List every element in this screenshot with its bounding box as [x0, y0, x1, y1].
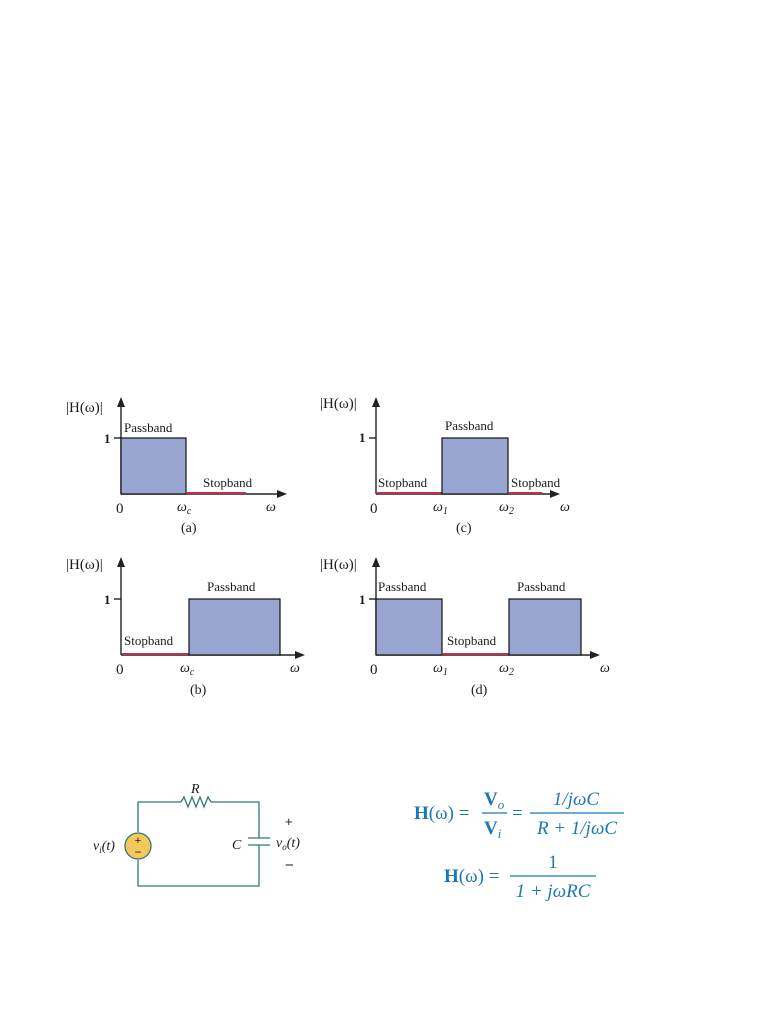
unity-label: 1 [359, 592, 366, 607]
source-voltage-label: $v_i(t)$ [93, 839, 115, 855]
eq1-denominator2: R + 1/jωC [536, 818, 618, 839]
eq1-equals: = [512, 803, 523, 824]
unity-label: 1 [359, 430, 366, 445]
panel-caption: (b) [190, 683, 207, 698]
capacitor-label: C [232, 838, 242, 853]
eq1-numerator: $V_o$ [484, 789, 505, 812]
band-label: Stopband [203, 475, 253, 490]
wire-top-right [211, 802, 259, 838]
y-axis-label: |H(ω)| [320, 396, 357, 412]
eq1-lhs: H(ω) = [414, 803, 470, 824]
band-label: Stopband [511, 475, 561, 490]
x-axis-arrow [550, 490, 560, 498]
transfer-function-eq2 [444, 852, 596, 902]
output-minus: − [285, 857, 294, 874]
origin-label: 0 [116, 662, 124, 678]
x-axis-label: ω [290, 661, 300, 676]
passband-region [121, 438, 186, 494]
band-label: Stopband [447, 633, 497, 648]
y-axis-label: |H(ω)| [66, 557, 103, 573]
unity-label: 1 [104, 431, 111, 446]
tick-label-wc: $\omega_c$ [180, 661, 195, 678]
filter-panel-c [320, 396, 570, 536]
passband-region [376, 599, 442, 655]
eq1-numerator2: 1/jωC [552, 789, 600, 810]
passband-region [189, 599, 280, 655]
panel-caption: (a) [181, 521, 197, 536]
y-axis-arrow [372, 557, 380, 567]
y-axis-label: |H(ω)| [320, 557, 357, 573]
eq1-denominator: $V_i$ [484, 818, 502, 841]
band-label: Stopband [124, 633, 174, 648]
filter-panel-d [320, 557, 610, 698]
x-axis-label: ω [560, 500, 570, 515]
filter-panel-b [66, 557, 305, 698]
y-axis-arrow [117, 557, 125, 567]
band-label: Stopband [378, 475, 428, 490]
x-axis-arrow [277, 490, 287, 498]
resistor [181, 797, 211, 807]
output-plus: + [285, 814, 293, 829]
tick-label-w2: $\omega_2$ [499, 500, 514, 517]
eq2-numerator: 1 [548, 852, 558, 873]
resistor-label: R [191, 782, 200, 797]
panel-caption: (c) [456, 521, 472, 536]
eq2-lhs: H(ω) = [444, 866, 500, 887]
y-axis-arrow [372, 397, 380, 407]
passband-region [509, 599, 581, 655]
passband-region [442, 438, 508, 494]
tick-label-w1: $\omega_1$ [433, 661, 448, 678]
y-axis-label: |H(ω)| [66, 400, 103, 416]
band-label: Passband [124, 420, 173, 435]
origin-label: 0 [116, 501, 124, 517]
rc-circuit [93, 782, 300, 886]
band-label: Passband [378, 579, 427, 594]
x-axis-arrow [295, 651, 305, 659]
origin-label: 0 [370, 662, 378, 678]
x-axis-arrow [590, 651, 600, 659]
filter-panel-a [66, 397, 287, 536]
eq2-denominator: 1 + jωRC [515, 881, 591, 902]
y-axis-arrow [117, 397, 125, 407]
band-label: Passband [207, 579, 256, 594]
unity-label: 1 [104, 592, 111, 607]
band-label: Passband [445, 418, 494, 433]
panel-caption: (d) [471, 683, 488, 698]
origin-label: 0 [370, 501, 378, 517]
x-axis-label: ω [600, 661, 610, 676]
x-axis-label: ω [266, 500, 276, 515]
tick-label-wc: $\omega_c$ [177, 500, 192, 517]
source-plus: + [134, 835, 142, 847]
band-label: Passband [517, 579, 566, 594]
output-voltage-label: $v_o(t)$ [276, 836, 300, 852]
tick-label-w2: $\omega_2$ [499, 661, 514, 678]
source-minus: − [134, 845, 142, 859]
transfer-function-eq1 [414, 789, 624, 841]
tick-label-w1: $\omega_1$ [433, 500, 448, 517]
